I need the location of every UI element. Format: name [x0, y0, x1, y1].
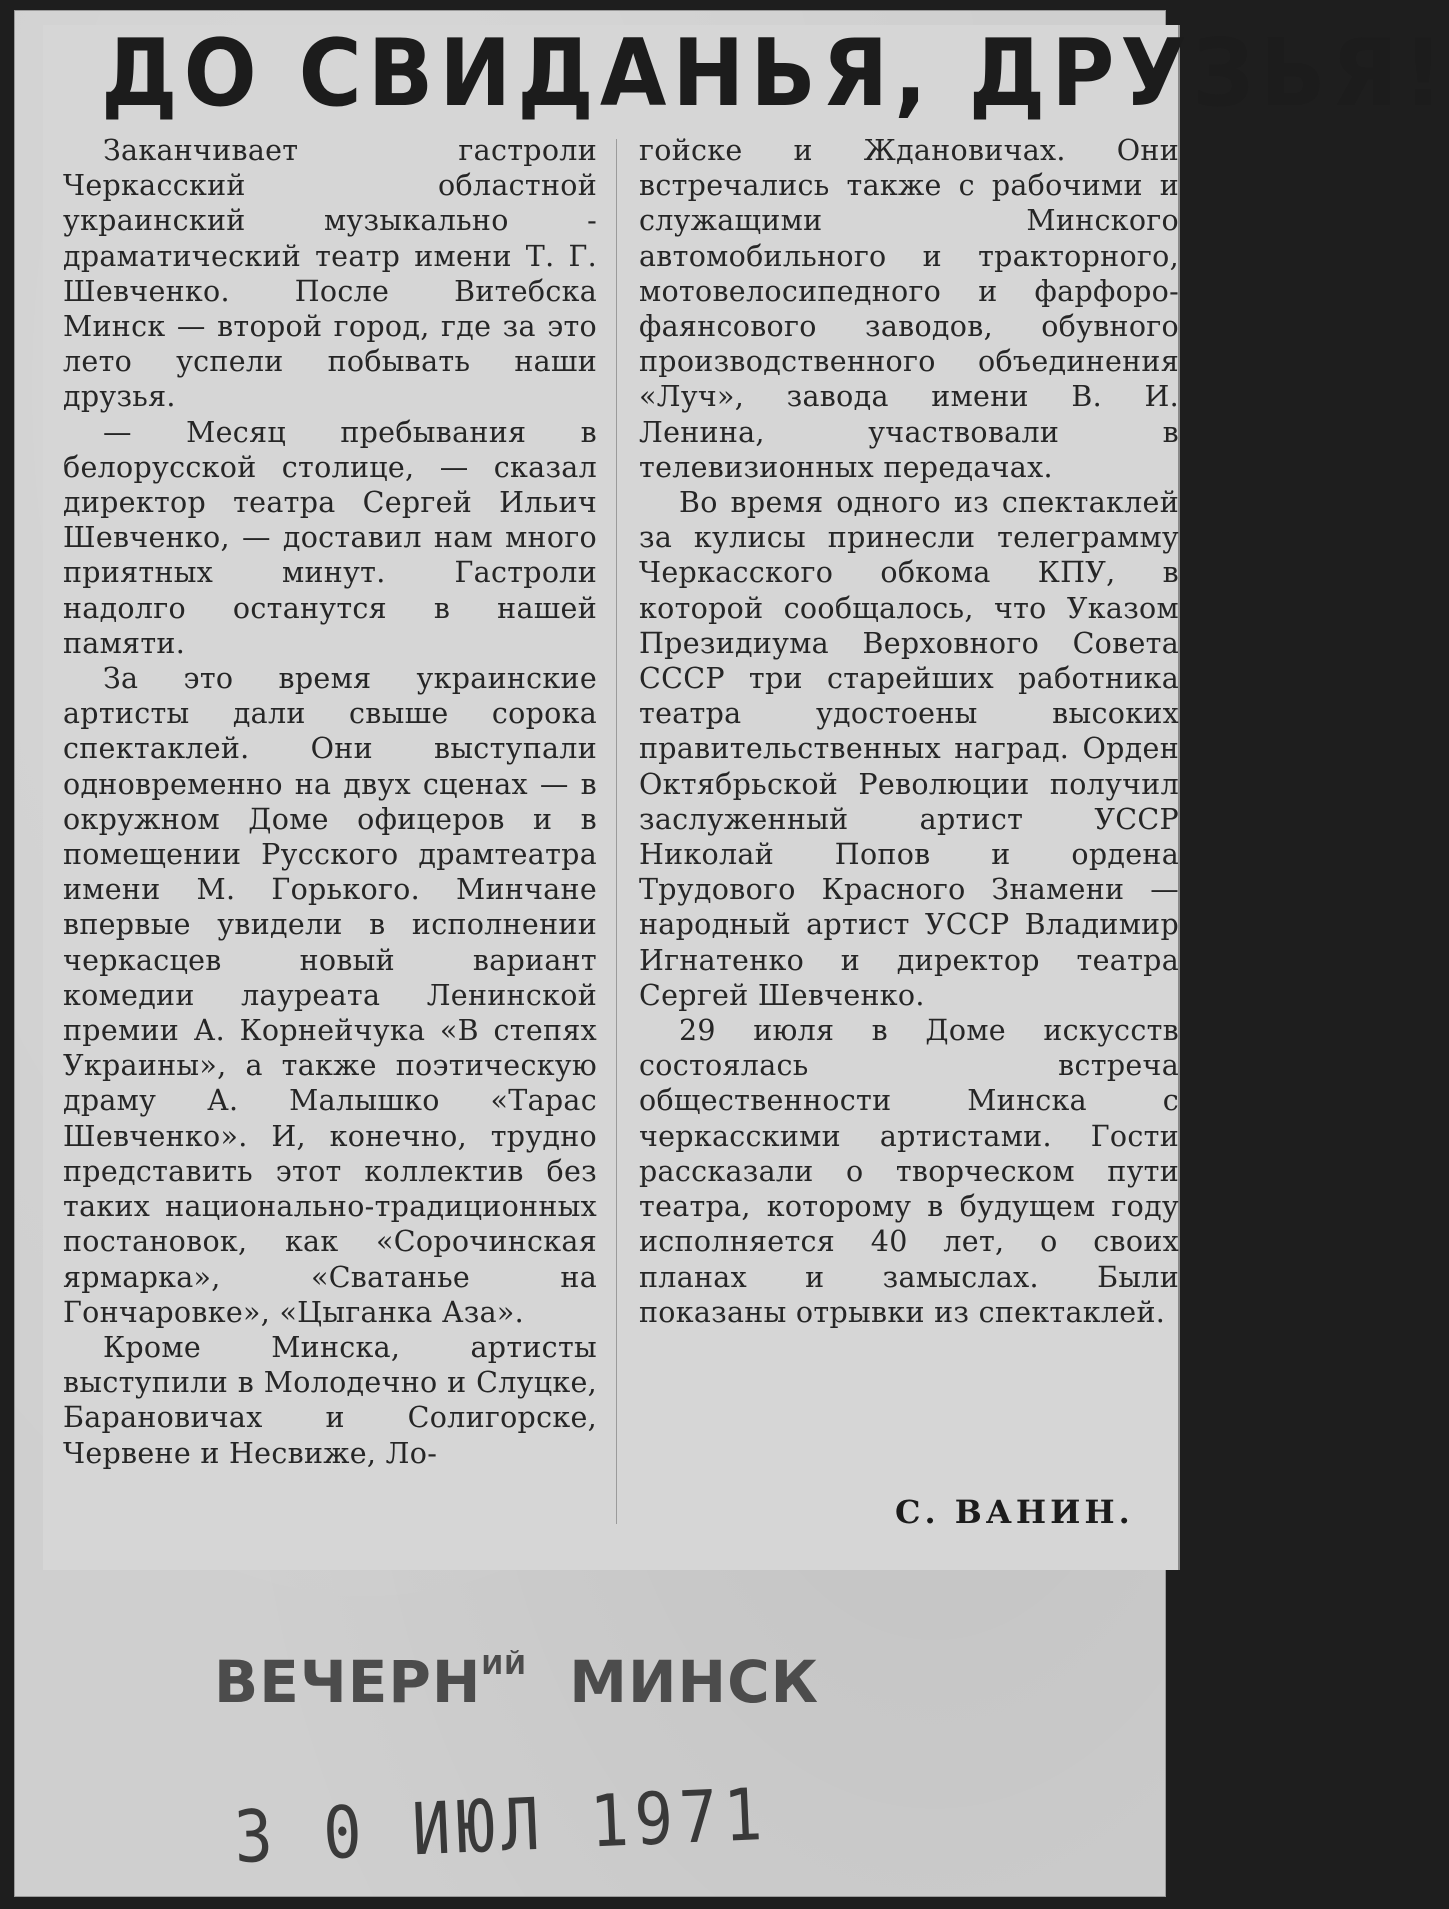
- date-stamp: 3 0 ИЮЛ 1971: [232, 1773, 770, 1880]
- paragraph: Во время одного из спектаклей за кулисы принесли телеграмму Черкасского обкома КПУ, в которой сообщалось, что Указом Президиума Верховного Совета СССР три старейших работника театра удостоены высоких правительственных наград. Орден Октябрьской Революции получил заслуженный артист УССР Николай Попов и ордена Трудового Красного Знамени — народный артист УССР Владимир Игнатенко и директор театра Сергей Шевченко.: [639, 486, 1179, 1012]
- stamp-superscript: ИЙ: [481, 1651, 527, 1681]
- stamp-city: МИНСК: [569, 1648, 820, 1716]
- paragraph: Заканчивает гастроли Черкасский областной украинский музыкально - драматический театр имени Т. Г. Шевченко. После Витебска Минск — второй город, где за это лето успели побывать наши друзья.: [63, 134, 597, 414]
- column-divider: [616, 139, 617, 1524]
- article-column-right: [639, 133, 1179, 1330]
- paragraph: За это время украинские артисты дали свыше сорока спектаклей. Они выступали одновременно на двух сценах — в окружном Доме офицеров и в помещении Русского драмтеатра имени М. Горького. Минчане впервые увидели в исполнении черкасцев новый вариант комедии лауреата Ленинской премии А. Корнейчука «В степях Украины», а также поэтическую драму А. Малышко «Тарас Шевченко». И, конечно, трудно представить этот коллектив без таких национально-традиционных постановок, как «Сорочинская ярмарка», «Сватанье на Гончаровке», «Цыганка Аза».: [63, 662, 597, 1329]
- paragraph: гойске и Ждановичах. Они встречались также с рабочими и служащими Минского автомобильного и тракторного, мотовелосипедного и фарфоро-фаянсового заводов, обувного производственного объединения «Луч», завода имени В. И. Ленина, участвовали в телевизионных передачах.: [639, 134, 1179, 484]
- archive-sheet: [14, 10, 1449, 1897]
- article-column-left: [63, 133, 597, 1471]
- paragraph: — Месяц пребывания в белорусской столице, — сказал директор театра Сергей Ильич Шевченко, — доставил нам много приятных минут. Гастроли надолго останутся в нашей памяти.: [63, 415, 597, 660]
- stamp-word: ВЕЧЕРН: [214, 1648, 482, 1716]
- article-headline: ДО СВИДАНЬЯ, ДРУЗЬЯ!: [101, 19, 1449, 128]
- paragraph: Кроме Минска, артисты выступили в Молодечно и Слуцке, Барановичах и Солигорске, Червене и Несвиже, Ло-: [63, 1330, 597, 1470]
- article-author: С. ВАНИН.: [895, 1493, 1134, 1531]
- newspaper-name-stamp: [214, 1648, 819, 1716]
- paragraph: 29 июля в Доме искусств состоялась встреча общественности Минска с черкасскими артистами. Гости рассказали о творческом пути театра, которому в будущем году исполняется 40 лет, о своих планах и замыслах. Были показаны отрывки из спектаклей.: [639, 1014, 1179, 1329]
